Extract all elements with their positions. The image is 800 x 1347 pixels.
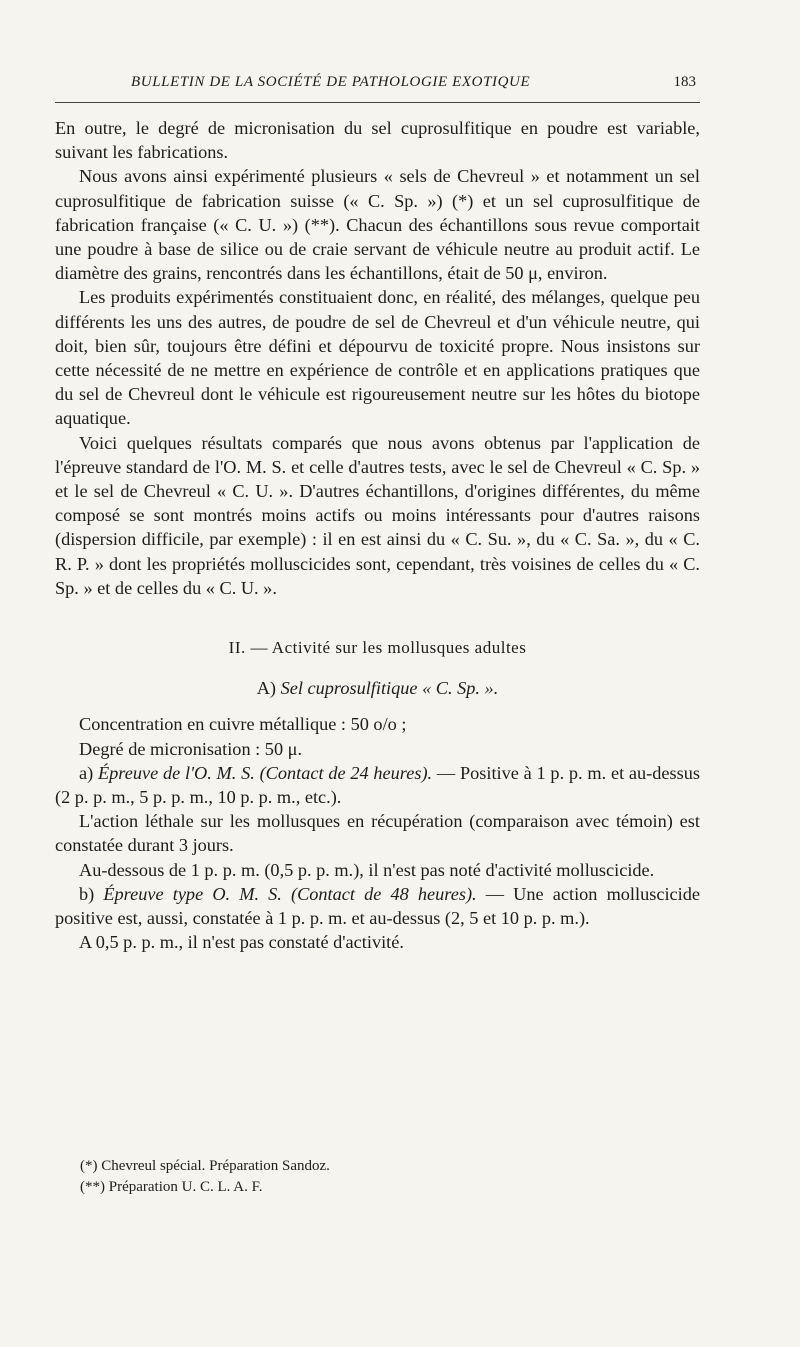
page-number: 183 bbox=[673, 74, 696, 90]
footnote-2: (**) Préparation U. C. L. A. F. bbox=[80, 1179, 263, 1195]
paragraph-micronisation: En outre, le degré de micronisation du sel cuprosulfitique en poudre est variable, suivant les fabrications. bbox=[55, 118, 700, 163]
below-threshold: Au-dessous de 1 p. p. m. (0,5 p. p. m.), il n'est pas noté d'activité molluscicide. bbox=[79, 859, 655, 880]
test-a bbox=[55, 761, 700, 809]
running-header bbox=[55, 70, 700, 103]
micronisation-line: Degré de micronisation : 50 μ. bbox=[79, 738, 303, 759]
test-b-title: Épreuve type O. M. S. (Contact de 48 heures). bbox=[103, 883, 477, 904]
sub-heading-prefix: A) bbox=[256, 678, 277, 699]
sub-heading-italic: Sel cuprosulfitique bbox=[280, 678, 418, 699]
test-b-text: — Une action molluscicide positive est, aussi, constatée à 1 p. p. m. et au-dessus (2, 5 et 10 p. p. m.). bbox=[55, 883, 700, 929]
footnote-1: (*) Chevreul spécial. Préparation Sandoz. bbox=[80, 1158, 330, 1174]
test-a-label: a) bbox=[79, 762, 94, 783]
sub-heading bbox=[55, 676, 700, 700]
section-heading: II. — Activité sur les mollusques adultes bbox=[228, 638, 527, 658]
lethal-action: L'action léthale sur les mollusques en récupération (comparaison avec témoin) est constatée durant 3 jours. bbox=[55, 811, 700, 856]
concentration-line: Concentration en cuivre métallique : 50 o/o ; bbox=[79, 714, 407, 735]
test-b bbox=[55, 882, 700, 930]
running-title: BULLETIN DE LA SOCIÉTÉ DE PATHOLOGIE EXOTIQUE bbox=[131, 74, 531, 90]
test-a-text: — Positive à 1 p. p. m. et au-dessus (2 p. p. m., 5 p. p. m., 10 p. p. m., etc.). bbox=[55, 762, 701, 808]
paragraph-products: Les produits expérimentés constituaient donc, en réalité, des mélanges, quelque peu différents les uns des autres, de poudre de sel de Chevreul et d'un véhicule neutre, qui doit, bien sûr, toujours être défini et dépourvu de toxicité propre. Nous insistons sur cette nécessité de ne mettre en expérience de contrôle et en applications pratiques que du sel de Chevreul dont le véhicule est rigoureusement neutre sur les hôtes du biotope aquatique. bbox=[55, 287, 700, 429]
paragraph-samples: Nous avons ainsi expérimenté plusieurs « sels de Chevreul » et notamment un sel cuprosulfitique de fabrication suisse (« C. Sp. ») (*) et un sel cuprosulfitique de fabrication française (« C. U. ») (**). Chacun des échantillons sous revue comportait une poudre à base de silice ou de craie servant de véhicule neutre au produit actif. Le diamètre des grains, rencontrés dans les échantillons, était de 50 μ, environ. bbox=[55, 166, 700, 284]
no-activity: A 0,5 p. p. m., il n'est pas constaté d'activité. bbox=[79, 932, 404, 953]
article-body bbox=[55, 116, 700, 955]
footnotes bbox=[80, 1156, 330, 1198]
test-a-title: Épreuve de l'O. M. S. (Contact de 24 heures). bbox=[97, 762, 433, 783]
paragraph-results: Voici quelques résultats comparés que nous avons obtenus par l'application de l'épreuve standard de l'O. M. S. et celle d'autres tests, avec le sel de Chevreul « C. Sp. » et le sel de Chevreul « C. U. ». D'autres échantillons, d'origines différentes, du même composé se sont montrés moins actifs ou moins intéressants pour d'autres raisons (dispersion difficile, par exemple) : il en est ainsi du « C. Su. », du « C. Sa. », du « C. R. P. » dont les propriétés molluscicides sont, cependant, très voisines de celles du « C. Sp. » et de celles du « C. U. ». bbox=[55, 432, 700, 598]
test-b-label: b) bbox=[79, 883, 95, 904]
sub-heading-suffix: « C. Sp. ». bbox=[422, 678, 499, 699]
